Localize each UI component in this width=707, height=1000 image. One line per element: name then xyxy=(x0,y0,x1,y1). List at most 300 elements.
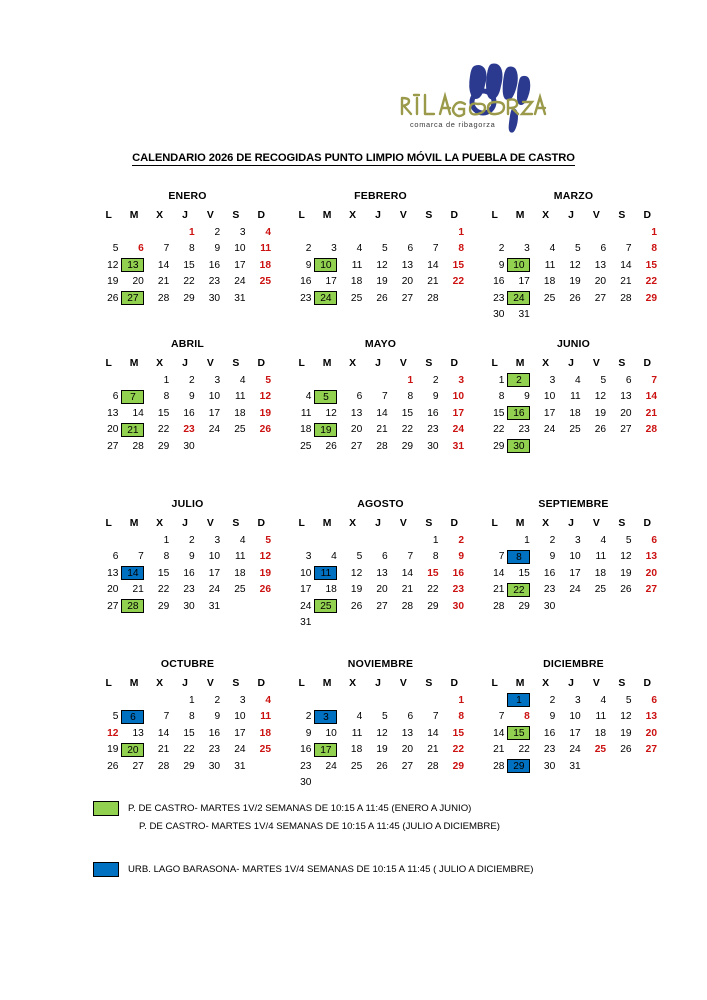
day-cell: 28 xyxy=(620,292,632,304)
day-cell: 10 xyxy=(208,551,221,563)
day-cell: 8 xyxy=(407,391,414,403)
week-row xyxy=(482,565,660,582)
day-number: 6 xyxy=(121,710,144,724)
collection-day-green[interactable] xyxy=(314,422,339,439)
week-row xyxy=(289,775,467,792)
day-cell: 25 xyxy=(234,424,246,436)
collection-day-blue[interactable] xyxy=(314,565,339,582)
holiday-day-cell: 22 xyxy=(452,744,464,756)
day-cell: 3 xyxy=(575,694,581,706)
holiday-day-cell: 8 xyxy=(651,243,657,255)
holiday-day-cell: 11 xyxy=(260,243,271,255)
weekday-header: L xyxy=(491,678,498,689)
day-cell: 29 xyxy=(183,760,195,772)
day-cell: 16 xyxy=(543,567,556,579)
day-number: 8 xyxy=(507,550,530,564)
day-cell: 3 xyxy=(305,551,312,563)
collection-day-green[interactable] xyxy=(507,725,532,742)
day-cell: 17 xyxy=(518,276,530,288)
day-cell: 19 xyxy=(620,567,632,579)
day-cell: 11 xyxy=(234,391,246,403)
day-cell: 11 xyxy=(351,727,363,739)
weekday-header: J xyxy=(375,678,381,689)
collection-day-blue[interactable] xyxy=(121,565,146,582)
month-name: SEPTIEMBRE xyxy=(538,498,609,510)
day-cell: 15 xyxy=(401,407,414,419)
day-cell: 10 xyxy=(300,567,312,579)
holiday-day-cell: 25 xyxy=(259,744,271,756)
day-cell: 26 xyxy=(594,424,607,436)
day-cell: 18 xyxy=(300,424,312,436)
week-row xyxy=(96,565,274,582)
day-cell: 24 xyxy=(234,744,246,756)
weekday-header: S xyxy=(232,518,240,529)
collection-day-green[interactable] xyxy=(507,582,532,599)
day-cell: 26 xyxy=(569,292,581,304)
empty-day-cell xyxy=(314,224,339,241)
empty-day-cell xyxy=(147,692,172,709)
month-block-septiembre xyxy=(482,498,675,658)
holiday-day-cell: 25 xyxy=(259,276,271,288)
day-cell: 12 xyxy=(325,407,337,419)
week-row xyxy=(96,241,274,258)
day-cell: 6 xyxy=(625,374,632,386)
calendar-grid xyxy=(96,190,676,806)
empty-day-cell xyxy=(533,224,558,241)
holiday-day-cell: 25 xyxy=(594,744,607,756)
collection-day-green[interactable] xyxy=(507,405,532,422)
week-row xyxy=(96,422,274,439)
month-table xyxy=(482,207,660,323)
day-cell: 28 xyxy=(493,600,505,612)
week-row xyxy=(289,389,467,406)
day-number: 22 xyxy=(507,583,530,597)
holiday-day-cell: 4 xyxy=(265,226,271,238)
weekday-header: V xyxy=(592,518,600,529)
day-cell: 22 xyxy=(183,744,195,756)
month-row xyxy=(96,498,676,658)
holiday-day-cell: 14 xyxy=(645,391,657,403)
holiday-day-cell: 20 xyxy=(645,727,657,739)
week-row xyxy=(482,532,660,549)
day-cell: 22 xyxy=(493,424,505,436)
empty-day-cell xyxy=(365,615,390,632)
collection-day-green[interactable] xyxy=(314,290,339,307)
weekday-header: M xyxy=(322,358,332,369)
collection-day-green[interactable] xyxy=(121,422,146,439)
empty-day-cell xyxy=(96,372,121,389)
day-cell: 6 xyxy=(112,551,119,563)
collection-day-green[interactable] xyxy=(507,257,532,274)
week-row xyxy=(289,290,467,307)
empty-day-cell xyxy=(340,775,365,792)
day-cell: 19 xyxy=(107,276,119,288)
empty-day-cell xyxy=(584,438,609,455)
day-cell: 21 xyxy=(132,584,144,596)
empty-day-cell xyxy=(584,224,609,241)
day-cell: 25 xyxy=(350,292,363,304)
day-cell: 16 xyxy=(183,407,195,419)
day-cell: 3 xyxy=(239,226,246,238)
collection-day-green[interactable] xyxy=(121,290,146,307)
day-cell: 18 xyxy=(234,407,246,419)
day-cell: 19 xyxy=(376,744,388,756)
empty-day-cell xyxy=(558,598,583,615)
weekday-header: D xyxy=(257,518,266,529)
holiday-day-cell: 10 xyxy=(452,391,464,403)
day-cell: 22 xyxy=(427,584,439,596)
day-cell: 14 xyxy=(401,567,414,579)
day-cell: 29 xyxy=(157,440,170,452)
holiday-day-cell: 15 xyxy=(452,259,464,271)
empty-day-cell xyxy=(121,372,146,389)
week-row xyxy=(482,742,660,759)
day-cell: 12 xyxy=(350,567,363,579)
day-cell: 16 xyxy=(493,276,505,288)
legend xyxy=(93,800,653,879)
empty-day-cell xyxy=(121,532,146,549)
holiday-day-cell: 12 xyxy=(259,391,271,403)
holiday-day-cell: 8 xyxy=(524,711,530,723)
empty-day-cell xyxy=(121,692,146,709)
day-cell: 19 xyxy=(376,276,388,288)
month-block-abril xyxy=(96,338,289,498)
week-row xyxy=(289,532,467,549)
holiday-day-cell: 1 xyxy=(458,226,464,238)
weekday-header: L xyxy=(491,210,498,221)
week-row xyxy=(482,549,660,566)
day-cell: 13 xyxy=(107,567,119,579)
day-cell: 9 xyxy=(214,711,221,723)
holiday-day-cell: 30 xyxy=(452,600,464,612)
month-table xyxy=(96,207,274,307)
day-cell: 29 xyxy=(401,440,414,452)
week-row xyxy=(289,692,467,709)
week-row xyxy=(96,290,274,307)
holiday-day-cell: 18 xyxy=(259,727,271,739)
day-cell: 28 xyxy=(157,760,170,772)
collection-day-green[interactable] xyxy=(314,742,339,759)
week-row xyxy=(289,549,467,566)
collection-day-blue[interactable] xyxy=(121,709,146,726)
day-cell: 24 xyxy=(543,424,556,436)
day-number: 10 xyxy=(314,258,337,272)
empty-day-cell xyxy=(314,372,339,389)
day-cell: 26 xyxy=(325,440,337,452)
weekday-header: D xyxy=(257,210,266,221)
day-cell: 9 xyxy=(305,727,312,739)
week-row xyxy=(289,758,467,775)
month-block-noviembre xyxy=(289,658,482,806)
holiday-day-cell: 6 xyxy=(651,694,657,706)
day-cell: 20 xyxy=(350,424,363,436)
month-table xyxy=(482,515,660,615)
day-cell: 18 xyxy=(350,744,363,756)
holiday-day-cell: 1 xyxy=(651,226,657,238)
month-block-agosto xyxy=(289,498,482,658)
holiday-day-cell: 18 xyxy=(259,259,271,271)
day-cell: 27 xyxy=(594,292,607,304)
day-cell: 23 xyxy=(518,424,530,436)
day-cell: 7 xyxy=(432,711,439,723)
weekday-header: L xyxy=(298,678,305,689)
month-row xyxy=(96,338,676,498)
empty-day-cell xyxy=(609,758,634,775)
collection-day-green[interactable] xyxy=(507,290,532,307)
holiday-day-cell: 13 xyxy=(645,711,657,723)
month-name: MARZO xyxy=(553,190,594,202)
holiday-day-cell: 26 xyxy=(259,424,271,436)
week-row xyxy=(482,290,660,307)
weekday-header: S xyxy=(425,518,433,529)
day-cell: 18 xyxy=(569,407,581,419)
weekday-header: J xyxy=(182,358,188,369)
empty-day-cell xyxy=(635,307,660,324)
weekday-header-row xyxy=(482,515,660,532)
day-cell: 6 xyxy=(382,551,388,563)
day-cell: 29 xyxy=(157,600,170,612)
empty-day-cell xyxy=(416,692,441,709)
day-cell: 4 xyxy=(356,711,363,723)
week-row xyxy=(289,274,467,291)
day-cell: 27 xyxy=(350,440,363,452)
day-cell: 4 xyxy=(331,551,337,563)
day-cell: 10 xyxy=(569,551,581,563)
week-row xyxy=(482,692,660,709)
holiday-day-cell: 6 xyxy=(138,243,144,255)
day-cell: 21 xyxy=(401,584,414,596)
day-cell: 4 xyxy=(600,534,607,546)
page-title-text: CALENDARIO 2026 DE RECOGIDAS PUNTO LIMPIO MÓVIL LA PUEBLA DE CASTRO xyxy=(132,152,575,164)
day-cell: 9 xyxy=(214,243,221,255)
day-cell: 22 xyxy=(518,744,530,756)
weekday-header: L xyxy=(105,210,112,221)
day-cell: 7 xyxy=(138,551,144,563)
day-number: 21 xyxy=(121,423,144,437)
day-cell: 14 xyxy=(620,259,632,271)
collection-day-green[interactable] xyxy=(507,438,532,455)
day-number: 19 xyxy=(314,423,337,437)
weekday-header: V xyxy=(592,358,600,369)
day-cell: 3 xyxy=(524,243,530,255)
weekday-header: L xyxy=(298,358,305,369)
week-row xyxy=(96,274,274,291)
day-cell: 9 xyxy=(498,259,505,271)
day-cell: 30 xyxy=(543,760,556,772)
collection-day-green[interactable] xyxy=(121,257,146,274)
day-cell: 10 xyxy=(234,711,246,723)
day-cell: 14 xyxy=(493,567,505,579)
day-cell: 11 xyxy=(595,711,607,723)
empty-day-cell xyxy=(635,598,660,615)
day-cell: 25 xyxy=(300,440,312,452)
empty-day-cell xyxy=(314,532,339,549)
legend-swatch-green xyxy=(93,801,119,816)
weekday-header-row xyxy=(96,207,274,224)
day-number: 30 xyxy=(507,439,530,453)
month-table xyxy=(289,207,467,307)
day-cell: 14 xyxy=(493,727,505,739)
day-cell: 26 xyxy=(107,292,119,304)
weekday-header: S xyxy=(232,358,240,369)
day-cell: 20 xyxy=(620,407,632,419)
month-block-julio xyxy=(96,498,289,658)
week-row xyxy=(96,438,274,455)
month-table xyxy=(96,355,274,455)
day-cell: 23 xyxy=(427,424,439,436)
holiday-day-cell: 6 xyxy=(651,534,657,546)
day-cell: 2 xyxy=(214,226,221,238)
week-row xyxy=(482,389,660,406)
week-row xyxy=(482,422,660,439)
empty-day-cell xyxy=(314,692,339,709)
day-cell: 30 xyxy=(427,440,439,452)
day-cell: 8 xyxy=(163,551,170,563)
empty-day-cell xyxy=(340,224,365,241)
week-row xyxy=(96,725,274,742)
collection-day-green[interactable] xyxy=(314,257,339,274)
day-cell: 27 xyxy=(132,760,144,772)
holiday-day-cell: 1 xyxy=(407,374,414,386)
holiday-day-cell: 29 xyxy=(452,760,464,772)
weekday-header: V xyxy=(592,210,600,221)
weekday-header: X xyxy=(542,518,550,529)
day-cell: 27 xyxy=(401,292,414,304)
day-number: 25 xyxy=(314,599,337,613)
month-table xyxy=(289,675,467,791)
weekday-header: D xyxy=(643,678,652,689)
day-cell: 4 xyxy=(239,374,246,386)
day-number: 10 xyxy=(507,258,530,272)
day-cell: 1 xyxy=(432,534,439,546)
day-cell: 6 xyxy=(356,391,363,403)
day-cell: 17 xyxy=(234,259,246,271)
day-cell: 26 xyxy=(376,292,388,304)
weekday-header: V xyxy=(206,210,214,221)
collection-day-blue[interactable] xyxy=(314,709,339,726)
day-cell: 20 xyxy=(376,584,388,596)
day-number: 13 xyxy=(121,258,144,272)
day-cell: 26 xyxy=(376,760,388,772)
empty-day-cell xyxy=(289,224,314,241)
week-row xyxy=(482,709,660,726)
holiday-day-cell: 22 xyxy=(645,276,657,288)
day-number: 2 xyxy=(507,373,530,387)
day-cell: 26 xyxy=(620,744,632,756)
collection-day-green[interactable] xyxy=(121,742,146,759)
holiday-day-cell: 8 xyxy=(458,711,464,723)
day-cell: 31 xyxy=(208,600,221,612)
weekday-header: V xyxy=(399,358,407,369)
day-cell: 20 xyxy=(401,744,414,756)
day-cell: 26 xyxy=(107,760,119,772)
day-cell: 12 xyxy=(376,727,388,739)
day-cell: 24 xyxy=(208,424,221,436)
day-cell: 28 xyxy=(427,760,439,772)
day-cell: 13 xyxy=(594,259,607,271)
holiday-day-cell: 11 xyxy=(260,711,271,723)
week-row xyxy=(96,598,274,615)
day-cell: 30 xyxy=(208,760,221,772)
weekday-header: X xyxy=(156,358,164,369)
day-cell: 11 xyxy=(300,407,312,419)
empty-day-cell xyxy=(340,615,365,632)
weekday-header: D xyxy=(643,210,652,221)
empty-day-cell xyxy=(249,438,274,455)
day-cell: 25 xyxy=(569,424,581,436)
day-cell: 6 xyxy=(407,711,414,723)
week-row xyxy=(289,565,467,582)
day-cell: 7 xyxy=(498,711,505,723)
weekday-header: M xyxy=(322,210,332,221)
weekday-header: D xyxy=(450,358,459,369)
week-row xyxy=(482,224,660,241)
week-row xyxy=(482,438,660,455)
day-cell: 18 xyxy=(594,567,607,579)
day-cell: 4 xyxy=(305,391,312,403)
weekday-header: J xyxy=(182,518,188,529)
day-cell: 15 xyxy=(157,407,170,419)
day-cell: 4 xyxy=(239,534,246,546)
day-cell: 8 xyxy=(189,711,195,723)
empty-day-cell xyxy=(391,224,416,241)
week-row xyxy=(289,725,467,742)
weekday-header: L xyxy=(298,518,305,529)
weekday-header: J xyxy=(568,518,574,529)
holiday-day-cell: 27 xyxy=(645,744,657,756)
day-cell: 19 xyxy=(594,407,607,419)
day-cell: 31 xyxy=(234,760,246,772)
weekday-header: X xyxy=(156,210,164,221)
weekday-header: X xyxy=(542,210,550,221)
day-cell: 21 xyxy=(427,276,439,288)
week-row xyxy=(96,532,274,549)
month-table xyxy=(96,515,274,615)
day-cell: 10 xyxy=(325,727,337,739)
collection-day-green[interactable] xyxy=(314,389,339,406)
collection-day-green[interactable] xyxy=(507,372,532,389)
weekday-header-row xyxy=(482,355,660,372)
day-cell: 29 xyxy=(518,600,530,612)
collection-day-green[interactable] xyxy=(121,389,146,406)
collection-day-blue[interactable] xyxy=(507,692,532,709)
weekday-header: S xyxy=(618,518,626,529)
legend-green-line-1: P. DE CASTRO- MARTES 1V/2 SEMANAS DE 10:15 A 11:45 (ENERO A JUNIO) xyxy=(128,803,472,814)
day-cell: 8 xyxy=(432,551,439,563)
day-cell: 9 xyxy=(189,391,195,403)
day-cell: 11 xyxy=(570,391,581,403)
collection-day-blue[interactable] xyxy=(507,549,532,566)
weekday-header: M xyxy=(129,678,139,689)
day-cell: 13 xyxy=(401,727,414,739)
day-cell: 17 xyxy=(208,407,221,419)
month-name: JULIO xyxy=(171,498,204,510)
holiday-day-cell: 19 xyxy=(259,567,271,579)
day-number: 24 xyxy=(507,291,530,305)
day-cell: 1 xyxy=(189,694,195,706)
holiday-day-cell: 15 xyxy=(427,567,439,579)
day-cell: 19 xyxy=(107,744,119,756)
collection-day-blue[interactable] xyxy=(507,758,532,775)
weekday-header: J xyxy=(375,210,381,221)
collection-day-green[interactable] xyxy=(121,598,146,615)
weekday-header: X xyxy=(349,210,357,221)
month-table xyxy=(289,515,467,631)
collection-day-green[interactable] xyxy=(314,598,339,615)
week-row xyxy=(96,389,274,406)
day-cell: 30 xyxy=(493,309,505,321)
day-cell: 11 xyxy=(351,259,363,271)
